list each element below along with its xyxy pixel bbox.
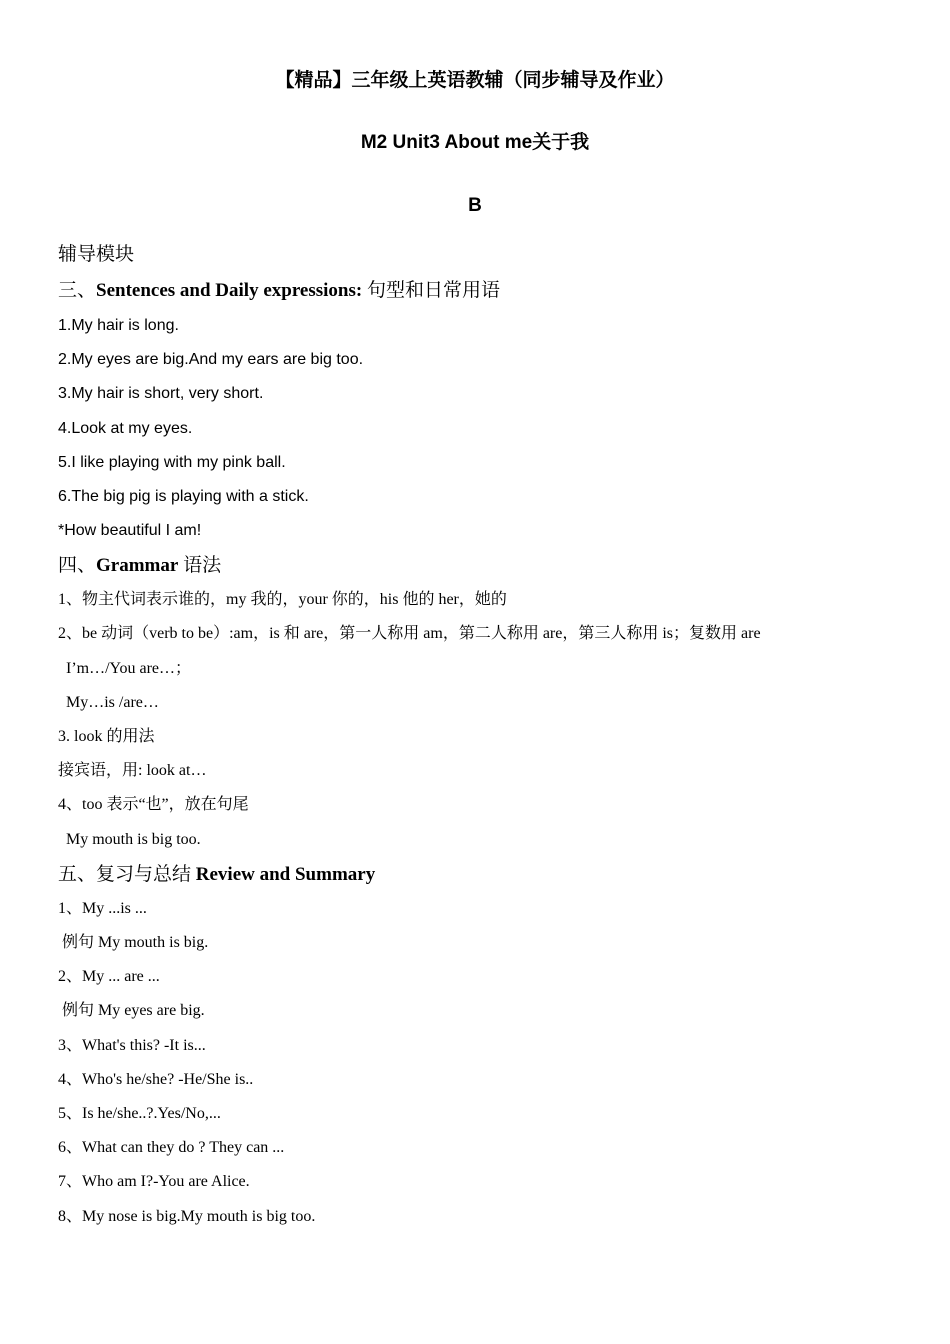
grammar-line: My…is /are… [66,694,159,711]
review-line: 7、Who am I?-You are Alice. [58,1173,250,1190]
section-5-title-en: Review and Summary [195,864,376,885]
sentence-item: 6.The big pig is playing with a stick. [58,488,309,505]
review-line: 6、What can they do ? They can ... [58,1139,285,1156]
section-3-title-en: Sentences and Daily expressions: [96,280,363,301]
section-4-title-cn: 语法 [178,555,222,576]
section-3-title-cn: 句型和日常用语 [362,280,500,301]
section-4-heading [58,556,221,575]
grammar-line: My mouth is big too. [66,831,201,848]
grammar-line: 3. look 的用法 [58,728,155,745]
section-3-heading [58,281,500,300]
grammar-line: 1、物主代词表示谁的，my 我的，your 你的，his 他的 her，她的 [58,591,507,608]
section-4-prefix: 四、 [58,555,97,576]
review-line: 4、Who's he/she? -He/She is.. [58,1071,254,1088]
review-line: 2、My ... are ... [58,968,160,985]
review-example: 例句 My eyes are big. [62,1002,205,1019]
module-label: 辅导模块 [58,244,135,265]
grammar-line: 2、be 动词（verb to be）:am，is 和 are，第一人称用 am，第二人称用 are，第三人称用 is；复数用 are [58,625,761,642]
review-example: 例句 My mouth is big. [62,934,209,951]
section-4-title-en: Grammar [96,555,179,576]
sentence-item: 3.My hair is short, very short. [58,385,264,402]
grammar-line: 接宾语，用: look at… [58,762,207,779]
sentence-item: 5.I like playing with my pink ball. [58,454,286,471]
section-5-heading [58,865,375,884]
sentence-item: *How beautiful I am! [58,522,202,539]
grammar-line: 4、too 表示“也”，放在句尾 [58,796,249,813]
review-line: 8、My nose is big.My mouth is big too. [58,1208,316,1225]
document-title: 【精品】三年级上英语教辅（同步辅导及作业） [275,70,675,91]
section-3-prefix: 三、 [58,280,97,301]
section-5-prefix: 五、复习与总结 [58,864,196,885]
version-label: B [468,195,482,216]
sentence-item: 4.Look at my eyes. [58,420,193,437]
sentence-item: 1.My hair is long. [58,317,179,334]
review-line: 1、My ...is ... [58,900,147,917]
document-subtitle: M2 Unit3 About me关于我 [360,132,590,153]
sentence-item: 2.My eyes are big.And my ears are big too. [58,351,364,368]
review-line: 3、What's this? -It is... [58,1037,206,1054]
review-line: 5、Is he/she..?.Yes/No,... [58,1105,221,1122]
grammar-line: I’m…/You are…； [66,660,192,677]
